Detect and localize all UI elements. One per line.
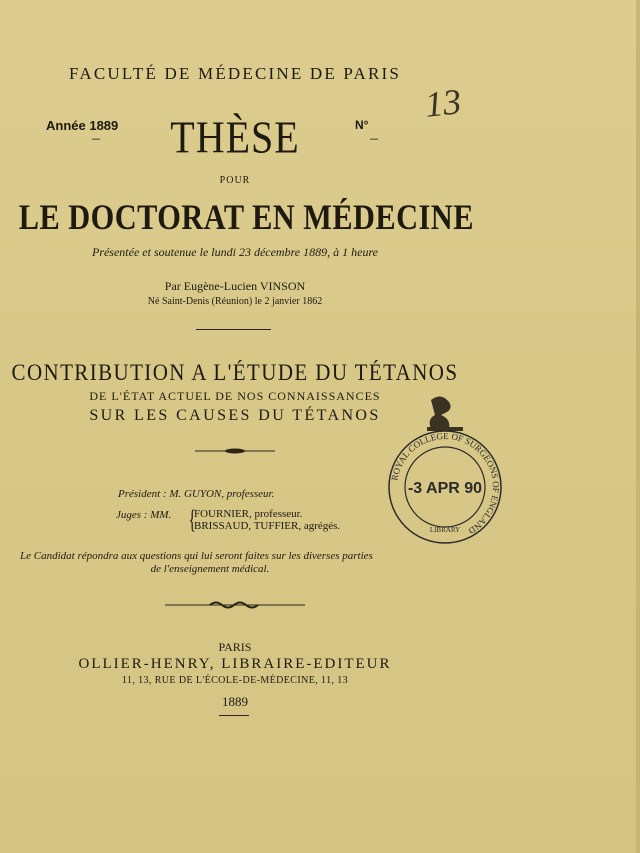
page-edge <box>636 0 640 853</box>
subject-title: CONTRIBUTION A L'ÉTUDE DU TÉTANOS <box>11 359 459 386</box>
subject-subtitle-2: SUR LES CAUSES DU TÉTANOS <box>89 407 381 424</box>
imprint-rule <box>219 715 249 716</box>
defense-date: Présentée et soutenue le lundi 23 décembre 1889, à 1 heure <box>91 245 379 259</box>
doctorate-title: LE DOCTORAT EN MÉDECINE <box>18 198 474 238</box>
jury-judges-label: Juges : MM. <box>116 509 172 521</box>
these-title: THÈSE <box>170 111 300 163</box>
ornament-divider <box>195 447 275 455</box>
candidate-note <box>20 550 480 576</box>
pelican-crest-icon <box>427 396 463 431</box>
jury-fournier: FOURNIER, professeur. <box>194 508 303 520</box>
faculty-heading: FACULTÉ DE MÉDECINE DE PARIS <box>68 64 402 83</box>
jury-brace: { <box>188 505 196 534</box>
subject-subtitle: DE L'ÉTAT ACTUEL DE NOS CONNAISSANCES <box>89 389 381 403</box>
imprint-year: 1889 <box>222 694 248 709</box>
author-line: Par Eugène-Lucien VINSON <box>164 279 306 293</box>
imprint-publisher: OLLIER-HENRY, LIBRAIRE-EDITEUR <box>78 656 392 672</box>
imprint-city: PARIS <box>218 640 252 654</box>
year-dash: – <box>92 130 100 147</box>
candidate-note-line1: Le Candidat répondra aux questions qui lui seront faites sur les diverses parties <box>20 550 373 562</box>
imprint-address: 11, 13, RUE DE L'ÉCOLE-DE-MÉDECINE, 11, 13 <box>121 675 349 686</box>
ornament-flourish <box>165 598 305 612</box>
stamp-ring-text: ROYAL COLLEGE OF SURGEONS OF ENGLAND <box>389 430 502 537</box>
stamp-date: -3 APR 90 <box>407 480 483 497</box>
stamp-library: LIBRARY <box>429 526 461 534</box>
year-label: Année 1889 <box>46 118 119 133</box>
candidate-note-line2: de l'enseignement médical. <box>150 563 270 575</box>
birth-line: Né Saint-Denis (Réunion) le 2 janvier 1862 <box>147 296 323 307</box>
pour-label: POUR <box>219 175 251 186</box>
library-stamp <box>383 392 508 547</box>
divider-rule <box>196 329 271 330</box>
jury-brissaud: BRISSAUD, TUFFIER, agrégés. <box>194 520 341 532</box>
handwritten-number: 13 <box>423 81 463 125</box>
number-dash: – <box>370 130 378 147</box>
number-label: N° <box>355 118 369 132</box>
jury-president: Président : M. GUYON, professeur. <box>118 488 275 500</box>
